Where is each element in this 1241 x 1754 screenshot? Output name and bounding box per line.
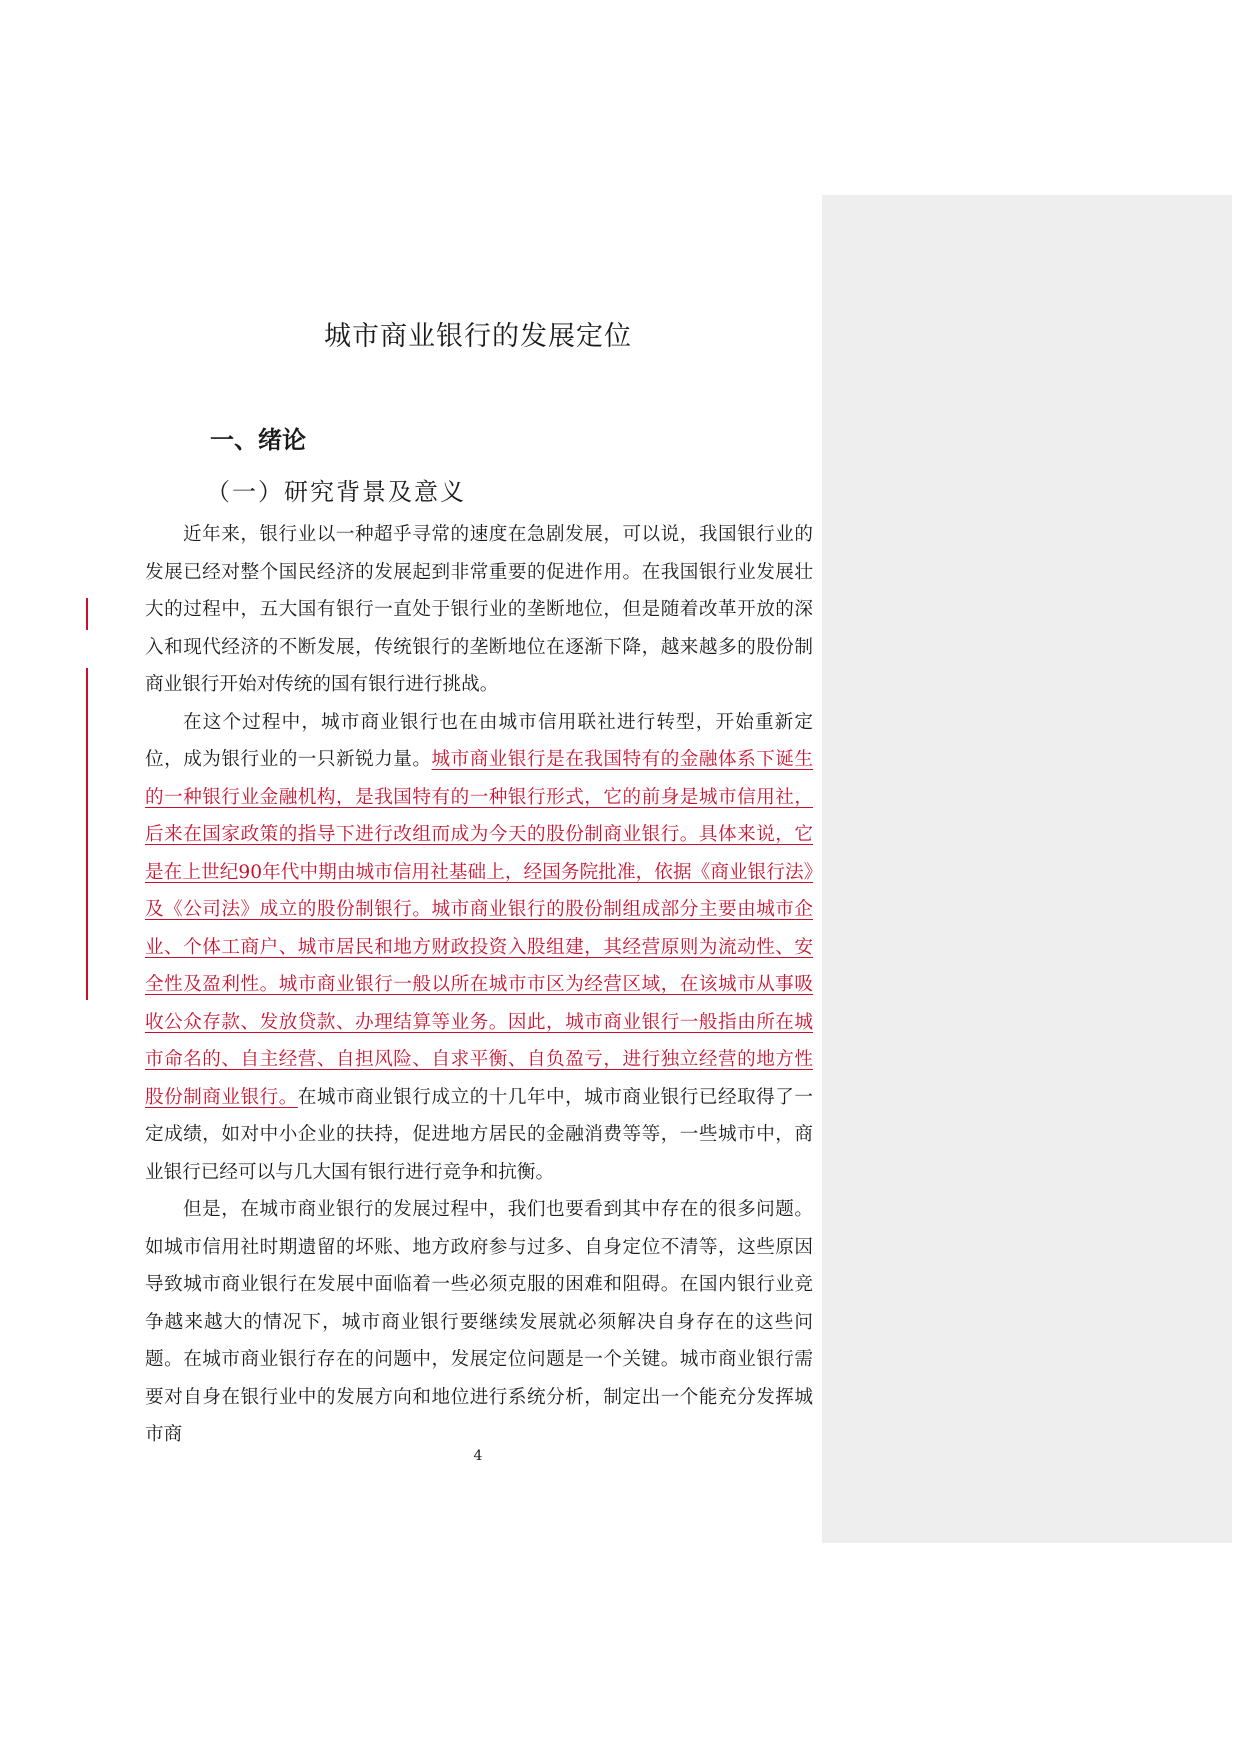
page-number: 4	[473, 1448, 483, 1464]
paragraph: 在这个过程中，城市商业银行也在由城市信用联社进行转型，开始重新定位，成为银行业的一只新锐力量。城市商业银行是在我国特有的金融体系下诞生的一种银行业金融机构，是我国特有的一种银行形式，它的前身是城市信用社，后来在国家政策的指导下进行改组而成为今天的股份制商业银行。具体来说，它是在上世纪90年代中期由城市信用社基础上，经国务院批准，依据《商业银行法》及《公司法》成立的股份制银行。城市商业银行的股份制组成部分主要由城市企业、个体工商户、城市居民和地方财政投资入股组建，其经营原则为流动性、安全性及盈利性。城市商业银行一般以所在城市市区为经营区域，在该城市从事吸收公众存款、发放贷款、办理结算等业务。因此，城市商业银行一般指由所在城市命名的、自主经营、自担风险、自求平衡、自负盈亏，进行独立经营的地方性股份制商业银行。在城市商业银行成立的十几年中，城市商业银行已经取得了一定成绩，如对中小企业的扶持，促进地方居民的金融消费等等，一些城市中，商业银行已经可以与几大国有银行进行竞争和抗衡。	[145, 711, 813, 1183]
comment-pane[interactable]	[822, 195, 1232, 1543]
paragraph: 近年来，银行业以一种超乎寻常的速度在急剧发展，可以说，我国银行业的发展已经对整个国民经济的发展起到非常重要的促进作用。在我国银行业发展壮大的过程中，五大国有银行一直处于银行业的垄断地位，但是随着改革开放的深入和现代经济的不断发展，传统银行的垄断地位在逐渐下降，越来越多的股份制商业银行开始对传统的国有银行进行挑战。	[145, 524, 813, 695]
change-bar	[86, 598, 88, 630]
document-title: 城市商业银行的发展定位	[324, 321, 632, 352]
tracked-insertion[interactable]: 城市商业银行是在我国特有的金融体系下诞生的一种银行业金融机构，是我国特有的一种银行形式，它的前身是城市信用社，后来在国家政策的指导下进行改组而成为今天的股份制商业银行。具体来说，它是在上世纪90年代中期由城市信用社基础上，经国务院批准，依据《商业银行法》及《公司法》成立的股份制银行。城市商业银行的股份制组成部分主要由城市企业、个体工商户、城市居民和地方财政投资入股组建，其经营原则为流动性、安全性及盈利性。城市商业银行一般以所在城市市区为经营区域，在该城市从事吸收公众存款、发放贷款、办理结算等业务。因此，城市商业银行一般指由所在城市命名的、自主经营、自担风险、自求平衡、自负盈亏，进行独立经营的地方性股份制商业银行。	[145, 749, 813, 1108]
body-text	[145, 516, 813, 1454]
subsection-heading: （一）研究背景及意义	[206, 478, 466, 506]
section-heading: 一、绪论	[210, 426, 306, 454]
paragraph: 但是，在城市商业银行的发展过程中，我们也要看到其中存在的很多问题。如城市信用社时期遗留的坏账、地方政府参与过多、自身定位不清等，这些原因导致城市商业银行在发展中面临着一些必须克服的困难和阻碍。在国内银行业竞争越来越大的情况下，城市商业银行要继续发展就必须解决自身存在的这些问题。在城市商业银行存在的问题中，发展定位问题是一个关键。城市商业银行需要对自身在银行业中的发展方向和地位进行系统分析，制定出一个能充分发挥城市商	[145, 1199, 813, 1445]
change-bar	[86, 668, 88, 1000]
